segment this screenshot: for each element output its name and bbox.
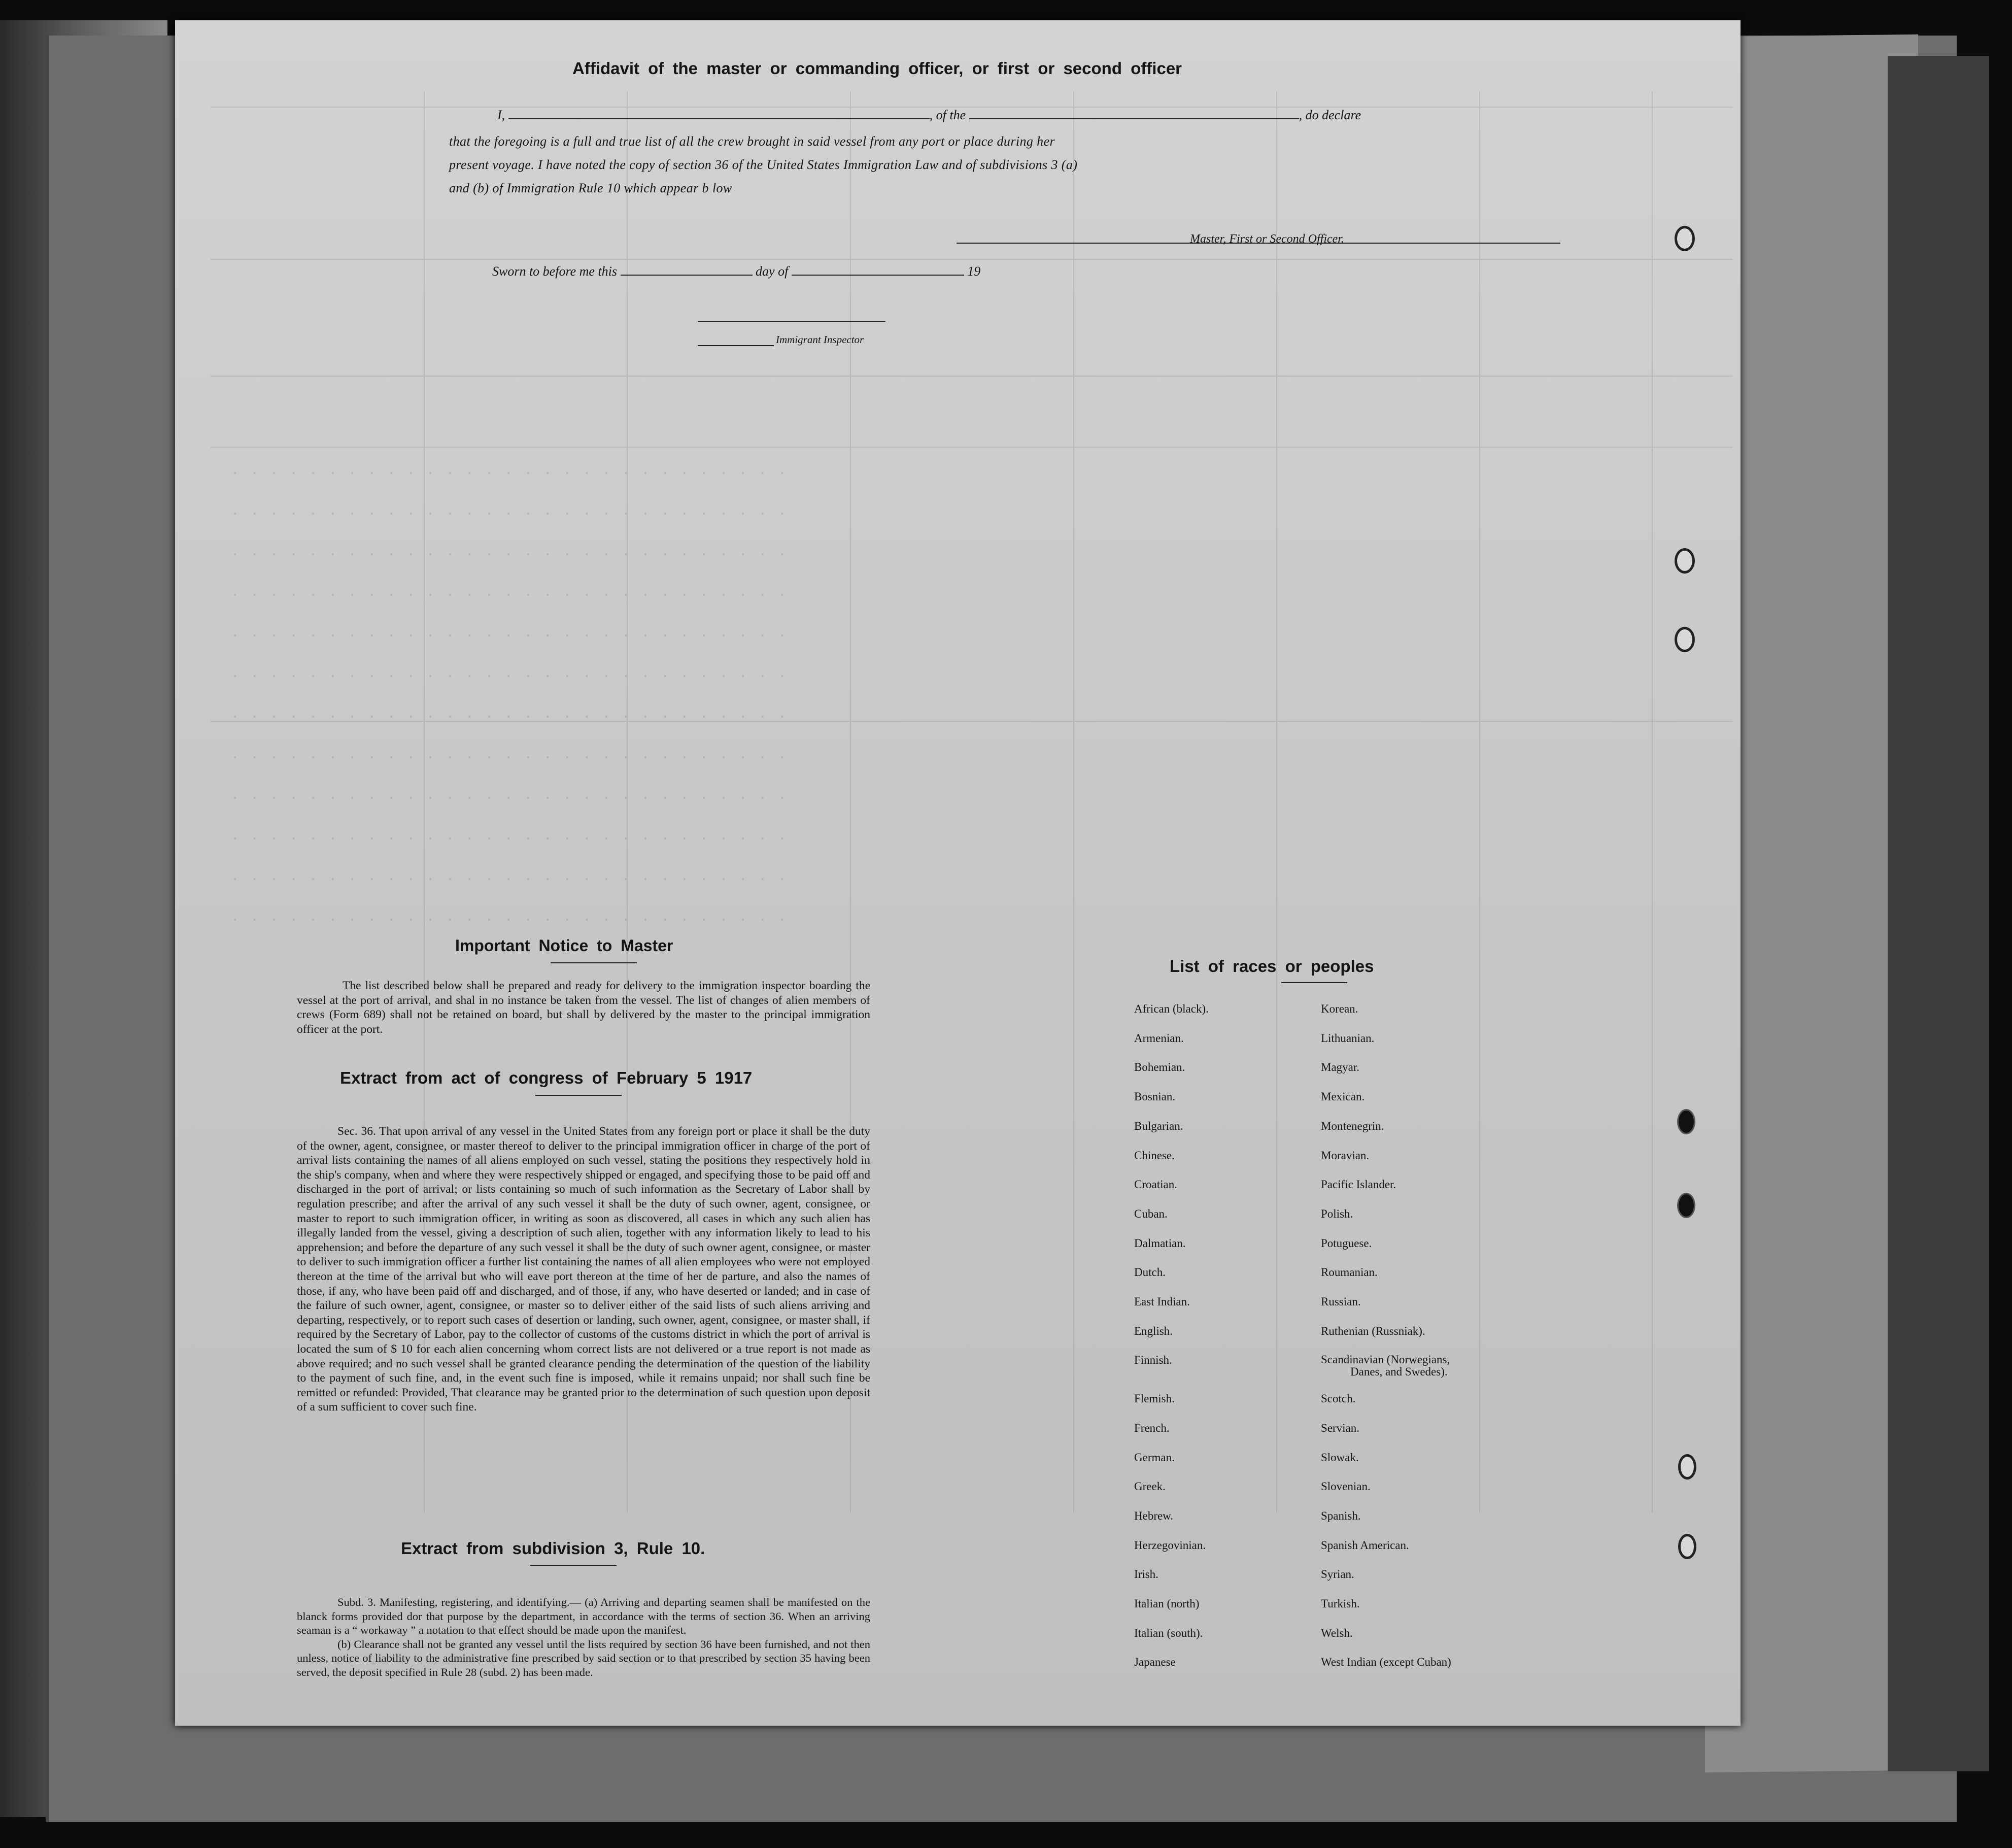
race-item: Greek. bbox=[1134, 1480, 1166, 1493]
manifest-sheet bbox=[175, 20, 1741, 1726]
punch-hole bbox=[1675, 226, 1695, 251]
race-item: Korean. bbox=[1321, 1002, 1358, 1015]
race-item: Magyar. bbox=[1321, 1061, 1360, 1074]
race-item: Montenegrin. bbox=[1321, 1119, 1384, 1132]
race-item: Servian. bbox=[1321, 1421, 1360, 1434]
notice-title: Important Notice to Master bbox=[455, 936, 673, 955]
rule-extract-body bbox=[297, 1595, 870, 1679]
affidavit-title: Affidavit of the master or commanding officer, or first or second officer bbox=[572, 59, 1182, 78]
affidavit-line-4: and (b) of Immigration Rule 10 which appear b low bbox=[449, 181, 732, 195]
race-item: Lithuanian. bbox=[1321, 1031, 1375, 1045]
immigrant-inspector-label: Immigrant Inspector bbox=[776, 333, 864, 346]
act-extract-rule bbox=[535, 1095, 622, 1096]
race-item: Polish. bbox=[1321, 1207, 1353, 1220]
race-item: English. bbox=[1134, 1324, 1173, 1337]
notice-rule bbox=[551, 962, 637, 963]
race-item: Potuguese. bbox=[1321, 1236, 1372, 1250]
race-item: Slovenian. bbox=[1321, 1480, 1371, 1493]
vessel-blank bbox=[969, 118, 1299, 119]
punch-hole bbox=[1678, 1454, 1696, 1480]
punch-hole bbox=[1677, 1193, 1695, 1218]
affidavit-line-3: present voyage. I have noted the copy of section 36 of the United States Immigration Law and of subdivisions 3 (a) bbox=[449, 157, 1078, 172]
race-item: Dalmatian. bbox=[1134, 1236, 1186, 1250]
race-item: Spanish American. bbox=[1321, 1538, 1409, 1552]
race-item: Croatian. bbox=[1134, 1178, 1177, 1191]
race-item: Armenian. bbox=[1134, 1031, 1184, 1045]
race-item: Japanese bbox=[1134, 1656, 1176, 1669]
race-item: Scandinavian (Norwegians, Danes, and Swedes). bbox=[1321, 1353, 1450, 1379]
act-extract-body bbox=[297, 1124, 870, 1415]
races-title-rule bbox=[1281, 982, 1347, 983]
race-item: West Indian (except Cuban) bbox=[1321, 1656, 1451, 1669]
notice-body bbox=[297, 979, 870, 1036]
race-item: Finnish. bbox=[1134, 1354, 1172, 1367]
race-item: Spanish. bbox=[1321, 1509, 1361, 1522]
punch-hole bbox=[1675, 548, 1695, 574]
race-item: Bulgarian. bbox=[1134, 1119, 1183, 1132]
master-signature-label: Master, First or Second Officer. bbox=[1190, 232, 1344, 246]
sworn-month-blank bbox=[792, 275, 964, 276]
rule-para-b: (b) Clearance shall not be granted any vessel until the lists required by section 36 have been furnished, and not then unless, notice of liability to the administrative fine prescribed by said section or to that prescribed by section 35 having been served, the deposit specified in Rule 28 (subd. 2) has been made. bbox=[297, 1637, 870, 1678]
race-item: Ruthenian (Russniak). bbox=[1321, 1324, 1425, 1337]
sworn-day-of: day of bbox=[756, 264, 789, 279]
inspector-signature-line-2 bbox=[698, 345, 774, 346]
affidavit-i: I, bbox=[497, 108, 505, 122]
notice-text: The list described below shall be prepared and ready for delivery to the immigration inspector boarding the vessel at the port of arrival, and shal in no instance be taken from the vessel. The list of changes of alien members of crews (Form 689) shall not be retained on board, but shall by delivered by the master to the principal immigration officer at the port. bbox=[297, 979, 870, 1036]
sworn-line bbox=[492, 264, 980, 279]
rule-extract-title: Extract from subdivision 3, Rule 10. bbox=[401, 1539, 705, 1558]
race-item: Slowak. bbox=[1321, 1451, 1359, 1464]
race-item: Roumanian. bbox=[1321, 1266, 1378, 1279]
act-extract-title: Extract from act of congress of February 5 1917 bbox=[340, 1068, 753, 1087]
right-edge-shadow bbox=[1888, 56, 1989, 1771]
race-item: Italian (north) bbox=[1134, 1597, 1200, 1610]
races-title: List of races or peoples bbox=[1170, 957, 1374, 976]
race-item: Moravian. bbox=[1321, 1149, 1370, 1162]
race-item: French. bbox=[1134, 1421, 1170, 1434]
punch-hole bbox=[1677, 1109, 1695, 1134]
race-item: Pacific Islander. bbox=[1321, 1178, 1396, 1191]
punch-hole bbox=[1678, 1534, 1696, 1559]
bleed-through-manifest: . . . . . . . . . . . . . . . . . . . . . . . . . . . . . . . . . . . . . . . . . . . . . . . . . . . . . . . . . . . . . . . . . . . . . . . . . . . . . . . . . . . . . . . . . . . . . . . . . . . . . . . . . . . . . . . . . . . . . . . . . . . . . . . . . . . . . . . . . . . . . . . . . . . . . . . . . . . . . . . . . . . . . . . . . . . . . . . . . . . . . . . . . . . . . . . . . . . . . . . . . . . . . . . . . . . . . . . . . . . . . . . . . . . . . . . . . . . . . . . . . . . . . . . . . . . . . . . . . . . . . . . . . . . . . . . . . . . . . . . . . . . . . . . . . . . . . . . . . . . . . . . . . . . . . . . . . . . . . . . . . . . . . . . . . . . . . . . . . . . . . . . . . . . . bbox=[211, 91, 1733, 1563]
race-item: German. bbox=[1134, 1451, 1175, 1464]
race-item: East Indian. bbox=[1134, 1295, 1190, 1308]
race-item: Chinese. bbox=[1134, 1149, 1175, 1162]
affidavit-do-declare: , do declare bbox=[1299, 108, 1361, 122]
act-extract-text: Sec. 36. That upon arrival of any vessel in the United States from any foreign port or place it shall be the duty of the owner, agent, consignee, or master thereof to deliver to the principal immigration officer in charge of the port of arrival lists containing the names of all aliens employed on such vessel, stating the positions they respectively hold in the ship's company, when and where they were respectively shipped or engaged, and specifying those to be paid off and discharged in the port of arrival; or lists containing so much of such information as the Secretary of Labor shall by regulation prescribe; and after the arrival of any such vessel it shall be the duty of such owner, agent, consignee, or master to report to such immigration officer, in writing as soon as discovered, all cases in which any such alien has illegally landed from the vessel, giving a description of such alien, together with any information likely to lead to his apprehension; and before the departure of any such vessel it shall be the duty of such owner agent, consignee, or master to deliver to such immigration officer a further list containing the names of all alien employees who were not employed thereon at the time of the arrival but who will eave port thereon at the time of her de parture, and also the names of those, if any, who have been paid off and discharged, and of those, if any, who have deserted or landed; and in case of the failure of such owner, agent, consignee, or master so to deliver either of the said lists of such aliens arriving and departing, respectively, or to report such cases of desertion or landing, such owner, agent, consignee, or master shall, if required by the Secretary of Labor, pay to the collector of customs of the customs district in which the port of arrival is located the sum of $ 10 for each alien concerning whom correct lists are not delivered or a true report is not made as above required; and no such vessel shall be granted clearance pending the determination of the question of the liability to the payment of such fine, and, in the event such fine is imposed, while it remains unpaid; nor shall such fine be remitted or refunded: Provided, That clearance may be granted prior to the determination of such question upon deposit of a sum sufficient to cover such fine. bbox=[297, 1125, 870, 1414]
race-item: Mexican. bbox=[1321, 1090, 1365, 1103]
name-blank bbox=[508, 118, 930, 119]
race-item: Turkish. bbox=[1321, 1597, 1360, 1610]
race-item: Bohemian. bbox=[1134, 1061, 1185, 1074]
race-item: Welsh. bbox=[1321, 1626, 1353, 1639]
affidavit-line-2: that the foregoing is a full and true list of all the crew brought in said vessel from any port or place during her bbox=[449, 134, 1055, 149]
rule-para-a: Subd. 3. Manifesting, registering, and identifying.— (a) Arriving and departing seamen shall be manifested on the blanck forms provided dor that purpose by the department, in accordance with the terms of section 36. When an arriving seaman is a “ workaway ” a notation to that effect should be made upon the manifest. bbox=[297, 1596, 870, 1636]
sworn-day-blank bbox=[621, 275, 753, 276]
sworn-label: Sworn to before me this bbox=[492, 264, 618, 279]
race-item: Herzegovinian. bbox=[1134, 1538, 1206, 1552]
affidavit-line-1 bbox=[497, 108, 1361, 123]
inspector-signature-line bbox=[698, 321, 885, 322]
affidavit-of-the: , of the bbox=[929, 108, 966, 122]
race-item: Bosnian. bbox=[1134, 1090, 1176, 1103]
race-item: Cuban. bbox=[1134, 1207, 1168, 1220]
race-item: Syrian. bbox=[1321, 1568, 1354, 1581]
race-item: Dutch. bbox=[1134, 1266, 1166, 1279]
sworn-year: 19 bbox=[967, 264, 981, 279]
punch-hole bbox=[1675, 627, 1695, 652]
rule-extract-rule bbox=[530, 1565, 617, 1566]
race-item: Scotch. bbox=[1321, 1392, 1356, 1405]
race-item: Hebrew. bbox=[1134, 1509, 1174, 1522]
race-item: Italian (south). bbox=[1134, 1626, 1203, 1639]
race-item: Flemish. bbox=[1134, 1392, 1175, 1405]
race-item: Irish. bbox=[1134, 1568, 1158, 1581]
race-item: Russian. bbox=[1321, 1295, 1361, 1308]
race-item: African (black). bbox=[1134, 1002, 1209, 1015]
